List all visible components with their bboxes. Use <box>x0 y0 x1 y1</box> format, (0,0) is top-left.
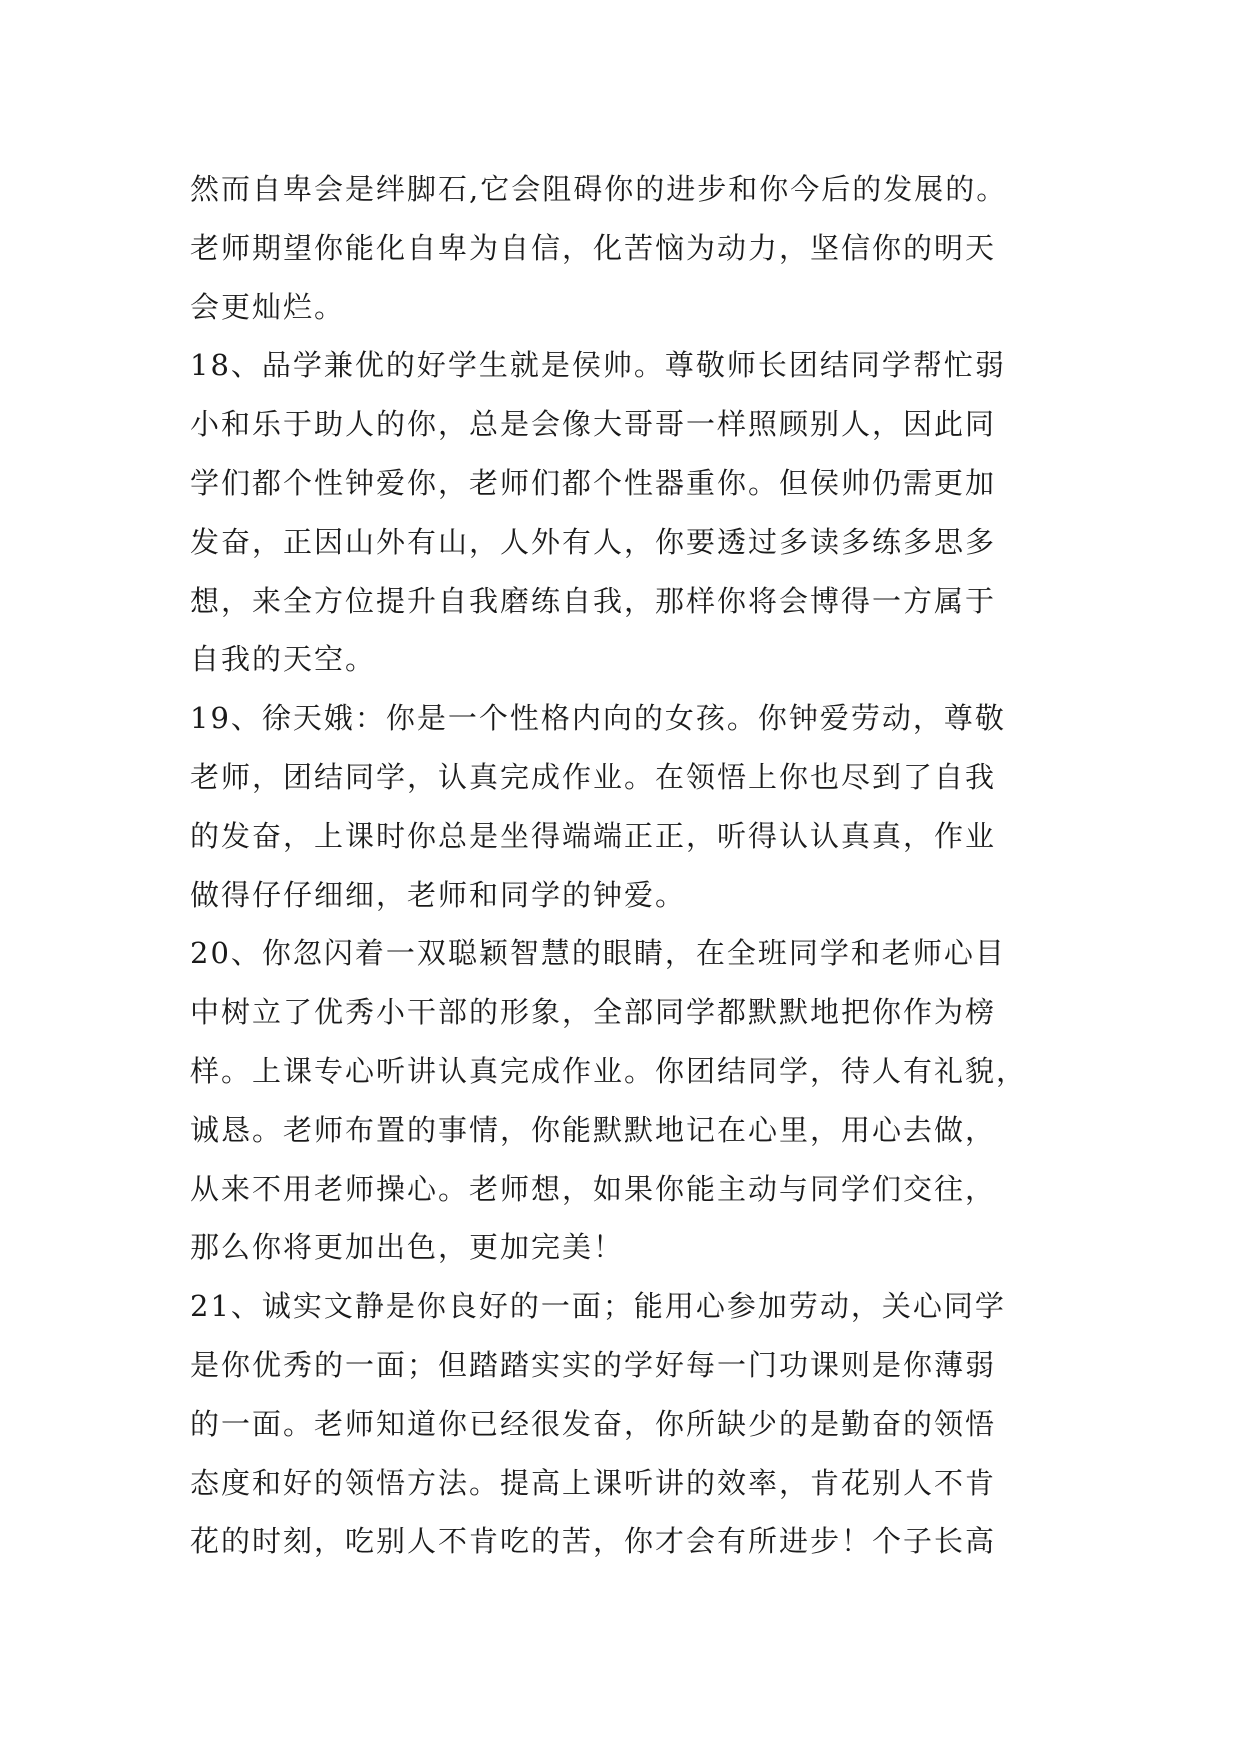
text-line: 想，来全方位提升自我磨练自我，那样你将会博得一方属于 <box>190 583 997 618</box>
text-line: 从来不用老师操心。老师想，如果你能主动与同学们交往， <box>190 1171 997 1206</box>
text-line: 发奋，正因山外有山，人外有人，你要透过多读多练多思多 <box>190 524 997 559</box>
text-line: 样。上课专心听讲认真完成作业。你团结同学，待人有礼貌， <box>190 1053 1028 1088</box>
text-line: 21、诚实文静是你良好的一面；能用心参加劳动，关心同学 <box>190 1289 1006 1324</box>
text-line: 会更灿烂。 <box>190 289 346 324</box>
text-line: 那么你将更加出色，更加完美！ <box>190 1230 625 1265</box>
text-line: 19、徐天娥：你是一个性格内向的女孩。你钟爱劳动，尊敬 <box>190 701 1006 736</box>
text-line: 学们都个性钟爱你，老师们都个性器重你。但侯帅仍需更加 <box>190 465 997 500</box>
text-line: 小和乐于助人的你，总是会像大哥哥一样照顾别人，因此同 <box>190 407 997 442</box>
text-line: 诚恳。老师布置的事情，你能默默地记在心里，用心去做， <box>190 1112 997 1147</box>
text-line: 花的时刻，吃别人不肯吃的苦，你才会有所进步！个子长高 <box>190 1524 997 1559</box>
text-line: 是你优秀的一面；但踏踏实实的学好每一门功课则是你薄弱 <box>190 1347 997 1382</box>
text-line: 自我的天空。 <box>190 642 377 677</box>
text-line: 的一面。老师知道你已经很发奋，你所缺少的是勤奋的领悟 <box>190 1406 997 1441</box>
document-body <box>190 160 1090 1571</box>
text-line: 老师期望你能化自卑为自信，化苦恼为动力，坚信你的明天 <box>190 230 997 265</box>
text-line: 做得仔仔细细，老师和同学的钟爱。 <box>190 877 687 912</box>
text-line: 态度和好的领悟方法。提高上课听讲的效率，肯花别人不肯 <box>190 1465 997 1500</box>
text-line: 然而自卑会是绊脚石,它会阻碍你的进步和你今后的发展的。 <box>190 172 1008 206</box>
text-line: 中树立了优秀小干部的形象，全部同学都默默地把你作为榜 <box>190 995 997 1030</box>
text-line: 的发奋，上课时你总是坐得端端正正，听得认认真真，作业 <box>190 818 997 853</box>
text-line: 20、你忽闪着一双聪颖智慧的眼睛，在全班同学和老师心目 <box>190 936 1006 971</box>
text-line: 老师，团结同学，认真完成作业。在领悟上你也尽到了自我 <box>190 759 997 794</box>
text-line: 18、品学兼优的好学生就是侯帅。尊敬师长团结同学帮忙弱 <box>190 348 1006 383</box>
